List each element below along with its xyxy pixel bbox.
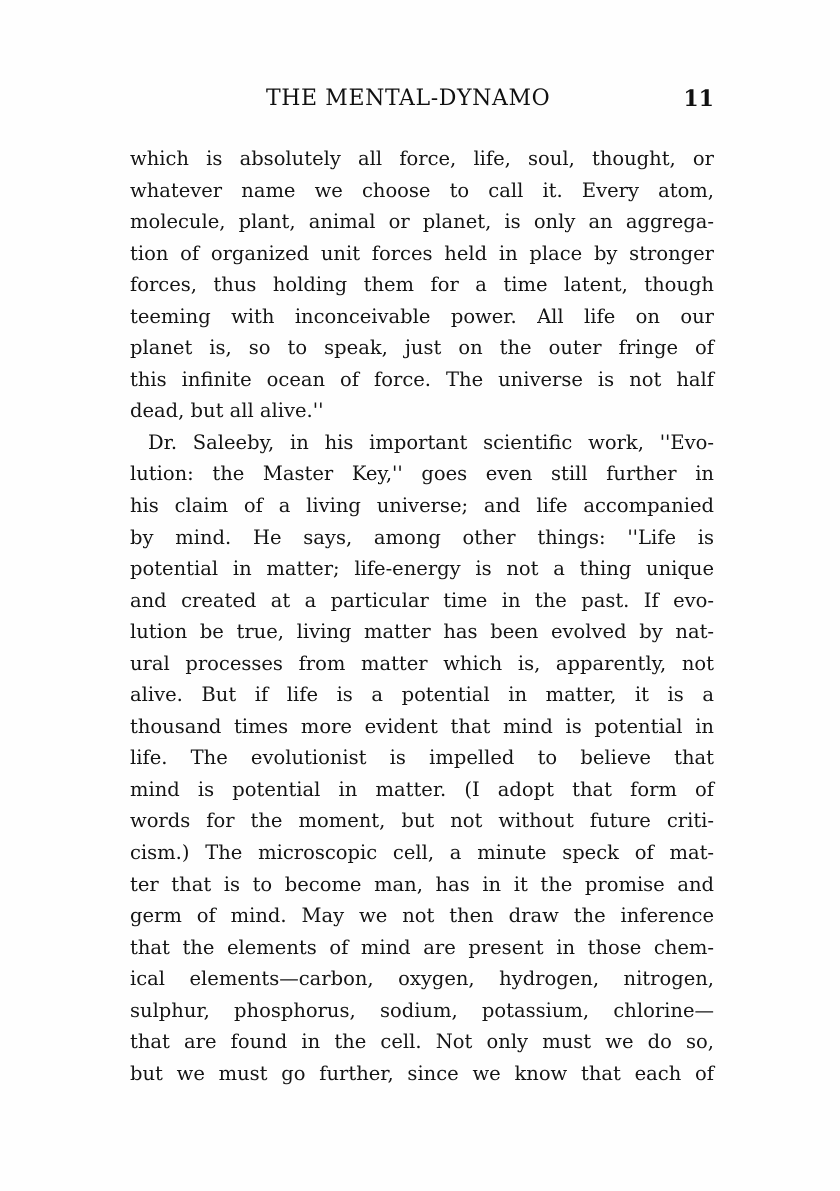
running-head: [130, 86, 714, 122]
text-line: this infinite ocean of force. The universe is not half: [130, 367, 714, 391]
text-line: that the elements of mind are present in those chem-: [130, 935, 714, 959]
text-line: mind is potential in matter. (I adopt that form of: [130, 777, 714, 801]
text-line: thousand times more evident that mind is potential in: [130, 714, 714, 738]
running-title: THE MENTAL-DYNAMO: [266, 86, 551, 111]
text-line: which is absolutely all force, life, soul, thought, or: [130, 147, 714, 170]
text-line: lution: the Master Key,'' goes even still further in: [130, 462, 714, 486]
text-line: but we must go further, since we know that each of: [130, 1061, 714, 1085]
text-line: by mind. He says, among other things: ''Life is: [130, 525, 714, 549]
text-line: cism.) The microscopic cell, a minute speck of mat-: [130, 841, 714, 865]
text-line: ical elements—carbon, oxygen, hydrogen, nitrogen,: [130, 967, 714, 991]
text-line: planet is, so to speak, just on the outer fringe of: [130, 336, 714, 360]
text-line: tion of organized unit forces held in place by stronger: [130, 241, 714, 265]
text-line: and created at a particular time in the past. If evo-: [130, 588, 714, 612]
page-number: 11: [683, 86, 714, 112]
text-line: words for the moment, but not without future criti-: [130, 809, 714, 833]
text-line: potential in matter; life-energy is not a thing unique: [130, 557, 714, 581]
text-line: that are found in the cell. Not only must we do so,: [130, 1030, 714, 1054]
text-line: sulphur, phosphorus, sodium, potassium, chlorine—: [130, 998, 714, 1022]
text-line: dead, but all alive.'': [130, 399, 324, 423]
text-line: life. The evolutionist is impelled to believe that: [130, 746, 714, 770]
text-line: molecule, plant, animal or planet, is only an aggrega-: [130, 210, 714, 234]
text-line: teeming with inconceivable power. All life on our: [130, 304, 714, 328]
text-line: whatever name we choose to call it. Every atom,: [130, 178, 714, 202]
text-line: Dr. Saleeby, in his important scientific work, ''Evo-: [148, 430, 714, 454]
text-line: his claim of a living universe; and life accompanied: [130, 494, 714, 518]
text-line: germ of mind. May we not then draw the inference: [130, 904, 714, 928]
text-line: ter that is to become man, has in it the promise and: [130, 872, 714, 896]
body-text: [130, 143, 714, 1089]
text-line: alive. But if life is a potential in matter, it is a: [130, 683, 714, 707]
text-line: lution be true, living matter has been evolved by nat-: [130, 620, 714, 644]
text-line: ural processes from matter which is, apparently, not: [130, 651, 714, 675]
text-line: forces, thus holding them for a time latent, though: [130, 273, 714, 297]
